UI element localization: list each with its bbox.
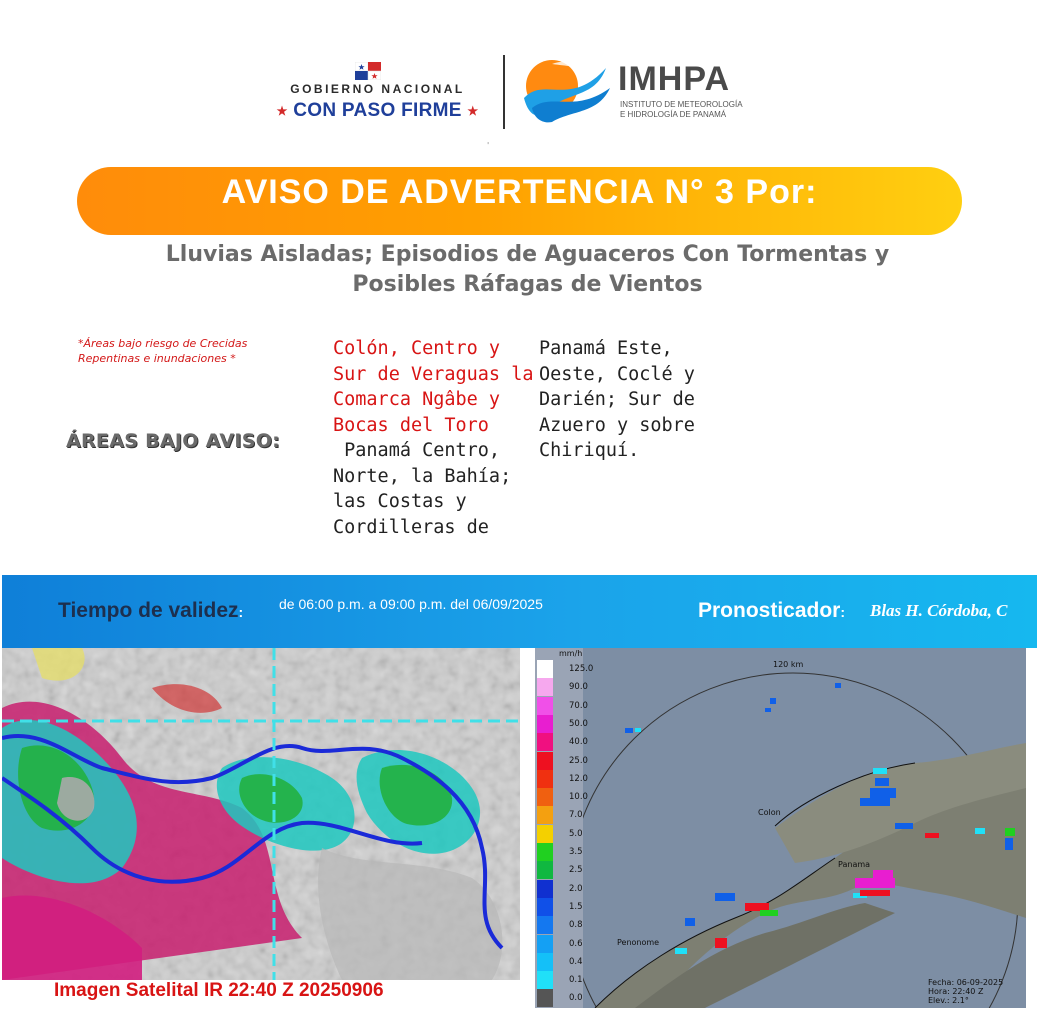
legend-swatch (537, 861, 553, 879)
area-line: Cordilleras de (333, 516, 489, 538)
area-line: Norte, la Bahía; (333, 465, 512, 487)
area-line: Darién; Sur de (539, 389, 695, 410)
legend-value: 90.0 (569, 682, 588, 693)
gov-line2-wrapper (270, 100, 485, 122)
legend-row (537, 971, 583, 990)
banner-title: AVISO DE ADVERTENCIA N° 3 Por: (221, 173, 818, 211)
legend-row (537, 825, 583, 844)
area-red-line: Colón, Centro y (333, 338, 501, 359)
satellite-ir-image (2, 648, 520, 980)
logo-divider (503, 55, 505, 129)
legend-swatch (537, 697, 553, 715)
legend-value: 2.0 (569, 883, 583, 894)
imhpa-logo (522, 58, 752, 128)
area-line: Panamá Centro, (333, 440, 501, 461)
imhpa-sub-line1: INSTITUTO DE METEOROLOGÍA (620, 100, 743, 109)
areas-column-1 (333, 336, 538, 540)
legend-unit: mm/h (559, 649, 583, 658)
legend-row (537, 733, 588, 752)
area-line: las Costas y (333, 491, 467, 512)
legend-swatch (537, 806, 553, 824)
radar-range-label: 120 km (773, 660, 804, 669)
legend-row (537, 861, 583, 880)
radar-place-penonome: Penonome (617, 938, 660, 947)
legend-swatch (537, 678, 553, 696)
imhpa-name: IMHPA (618, 60, 731, 98)
legend-swatch (537, 898, 553, 916)
legend-row (537, 697, 588, 716)
risk-note-line2: Repentinas e inundaciones * (78, 352, 236, 365)
legend-value: 0.6 (569, 938, 583, 949)
legend-value: 125.0 (569, 664, 594, 674)
legend-row (537, 843, 583, 862)
legend-value: 0.8 (569, 920, 583, 931)
legend-row (537, 752, 588, 771)
area-red-line: Bocas del Toro (333, 414, 489, 436)
legend-swatch (537, 880, 553, 898)
radar-stamp (928, 978, 1003, 1005)
imhpa-subtitle (620, 100, 743, 120)
legend-swatch (537, 843, 553, 861)
area-red-line: Comarca Ngâbe y (333, 389, 501, 410)
area-line: Oeste, Coclé y (539, 363, 695, 385)
legend-row (537, 916, 583, 935)
legend-value: 25.0 (569, 755, 588, 766)
gov-line2: CON PASO FIRME (293, 100, 462, 121)
area-line: Panamá Este, (539, 338, 673, 359)
subtitle-line1: Lluvias Aisladas; Episodios de Aguaceros Con Tormentas y (165, 242, 890, 267)
validity-value: de 06:00 p.m. a 09:00 p.m. del 06/09/2025 (279, 596, 543, 612)
area-red-line: Sur de Veraguas la (333, 363, 534, 385)
area-line: Azuero y sobre (539, 414, 695, 436)
legend-swatch (537, 788, 553, 806)
warning-banner (77, 167, 962, 235)
panama-flag-icon (355, 62, 381, 80)
validity-colon: : (238, 604, 244, 620)
gov-line1: GOBIERNO NACIONAL (290, 82, 465, 96)
legend-row (537, 953, 583, 972)
risk-note-line1: *Áreas bajo riesgo de Crecidas (78, 337, 248, 350)
areas-label: ÁREAS BAJO AVISO: (66, 430, 281, 452)
legend-swatch (537, 715, 553, 733)
legend-row (537, 989, 583, 1008)
gobierno-nacional-logo (270, 60, 485, 130)
validity-label-wrapper (58, 599, 243, 623)
legend-swatch (537, 989, 553, 1007)
legend-value: 2.5 (569, 865, 583, 876)
radar-place-panama: Panama (838, 860, 871, 869)
legend-swatch (537, 935, 553, 953)
validity-label: Tiempo de validez (58, 599, 239, 622)
radar-legend (535, 648, 594, 1008)
legend-value: 70.0 (569, 700, 588, 711)
forecaster-value: Blas H. Córdoba, C (870, 601, 1008, 620)
radar-image (535, 648, 1026, 1008)
radar-stamp-elev: Elev.: 2.1° (928, 996, 969, 1005)
tiny-mark: ' (487, 141, 490, 150)
validity-bar (2, 575, 1037, 648)
legend-swatch (537, 770, 553, 788)
forecaster-label: Pronosticador (698, 599, 841, 622)
risk-note (78, 336, 318, 366)
legend-value: 1.5 (569, 901, 583, 912)
area-line: Chiriquí. (539, 440, 640, 461)
imhpa-sun-wave-icon (522, 58, 612, 124)
legend-swatch (537, 825, 553, 843)
legend-swatch (537, 660, 553, 678)
legend-row (537, 788, 588, 807)
legend-value: 0.1 (569, 975, 583, 986)
radar-stamp-date: Fecha: 06-09-2025 (928, 978, 1004, 987)
star-icon: ★ (467, 103, 479, 118)
legend-value: 10.0 (569, 792, 588, 803)
areas-column-2 (539, 336, 729, 464)
warning-subtitle (110, 240, 945, 300)
satellite-caption: Imagen Satelital IR 22:40 Z 20250906 (54, 980, 384, 1001)
legend-value: 12.0 (569, 773, 588, 784)
legend-swatch (537, 953, 553, 971)
legend-row (537, 660, 594, 679)
radar-map-graphic (535, 648, 1026, 1008)
legend-swatch (537, 752, 553, 770)
forecaster-colon: : (840, 604, 846, 620)
legend-value: 0.0 (569, 993, 583, 1004)
legend-row (537, 715, 588, 734)
legend-row (537, 770, 588, 789)
legend-value: 7.0 (569, 810, 583, 821)
legend-value: 50.0 (569, 718, 588, 729)
legend-row (537, 880, 583, 899)
legend-value: 0.4 (569, 956, 583, 967)
legend-row (537, 935, 583, 954)
legend-value: 3.5 (569, 847, 583, 857)
legend-swatch (537, 916, 553, 934)
star-icon: ★ (276, 103, 288, 118)
legend-value: 5.0 (569, 828, 583, 839)
radar-place-colon: Colon (758, 808, 781, 817)
legend-swatch (537, 971, 553, 989)
satellite-ir-graphic (2, 648, 520, 980)
legend-swatch (537, 733, 553, 751)
radar-stamp-time: Hora: 22:40 Z (928, 987, 984, 996)
subtitle-line2: Posibles Ráfagas de Vientos (352, 272, 703, 297)
forecaster-label-wrapper (698, 599, 845, 623)
legend-value: 40.0 (569, 737, 588, 748)
imhpa-sub-line2: E HIDROLOGÍA DE PANAMÁ (620, 110, 727, 119)
legend-row (537, 806, 583, 825)
legend-row (537, 678, 588, 697)
legend-row (537, 898, 583, 917)
